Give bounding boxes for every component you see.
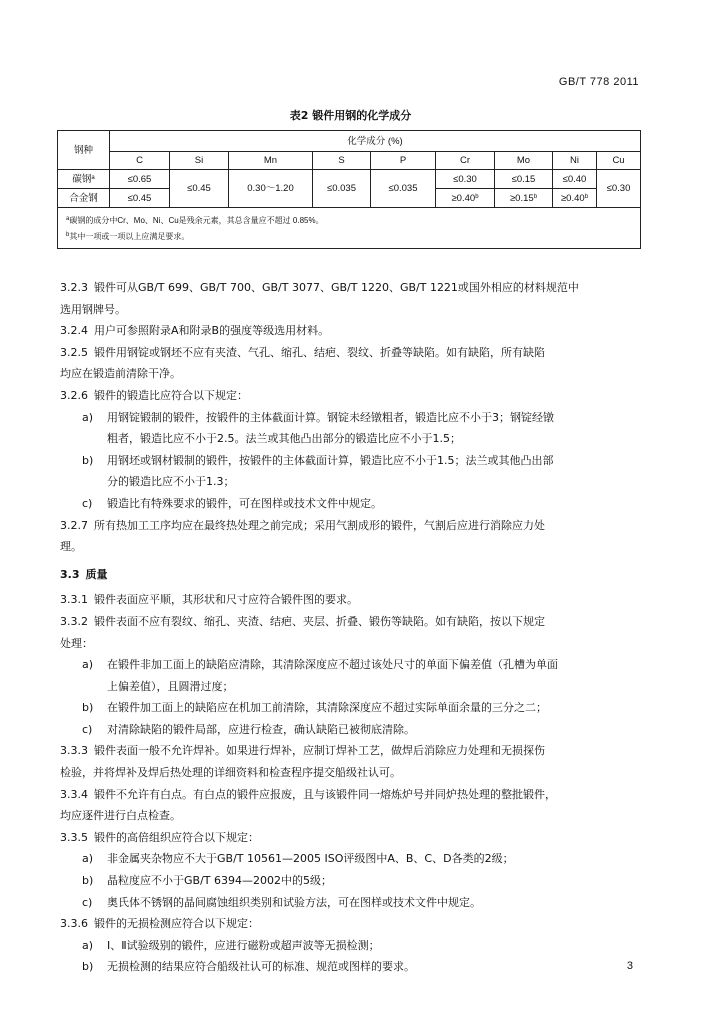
clause-continuation: 均应逐件进行白点检查。 — [60, 809, 181, 823]
element-header: S — [313, 152, 371, 170]
table-notes — [58, 208, 641, 249]
table-cell: ≤0.45 — [110, 189, 170, 208]
grade-cell: 碳钢$^a$ — [58, 170, 110, 189]
table-cell: ≤0.035 — [313, 170, 371, 208]
footnote-b: $^b$其中一项或一项以上应满足要求。 — [66, 232, 190, 241]
table-title: 表2 锻件用钢的化学成分 — [289, 109, 412, 122]
standard-code: GB/T 778 2011 — [558, 76, 639, 88]
list-item: c) 奥氏体不锈钢的晶间腐蚀组织类别和试验方法，可在图样或技术文件中规定。 — [82, 895, 481, 909]
clause-3-3-3: 3.3.3 锻件表面一般不允许焊补。如果进行焊补，应制订焊补工艺，做焊后消除应力处理和无损探伤 — [60, 744, 545, 758]
element-header: Ni — [553, 152, 597, 170]
clause-3-3-1: 3.3.1 锻件表面应平顺，其形状和尺寸应符合锻件图的要求。 — [60, 593, 358, 607]
document-body — [60, 277, 643, 978]
table-cell: ≤0.30 — [436, 170, 495, 189]
clause-continuation: 均应在锻造前清除干净。 — [60, 367, 181, 381]
element-header: P — [371, 152, 436, 170]
table-row — [58, 170, 641, 189]
table-cell: ≤0.30 — [597, 170, 641, 208]
composition-header: 化学成分 (%) — [110, 131, 641, 152]
table-cell: ≤0.15 — [495, 170, 553, 189]
footnote-a: $^a$碳钢的成分中Cr、Mo、Ni、Cu是残余元素，其总含量应不超过 0.85%。 — [66, 216, 324, 225]
list-item: b) 晶粒度应不小于GB/T 6394—2002中的5级； — [82, 874, 332, 888]
element-header: Cr — [436, 152, 495, 170]
steel-type-header: 钢种 — [58, 131, 110, 170]
clause-continuation: 选用钢牌号。 — [60, 302, 126, 316]
table-cell: 0.30～1.20 — [229, 170, 313, 208]
element-header: Si — [170, 152, 229, 170]
clause-continuation: 处理： — [60, 636, 93, 650]
clause-continuation: 检验，并将焊补及焊后热处理的详细资料和检查程序提交船级社认可。 — [60, 766, 401, 780]
section-heading-3-3: 3.3 质量 — [60, 567, 108, 581]
list-item: b) 在锻件加工面上的缺陷应在机加工前清除，其清除深度应不超过实际单面余量的三分之二； — [82, 701, 547, 715]
table-cell: ≤0.45 — [170, 170, 229, 208]
clause-3-3-2: 3.3.2 锻件表面不应有裂纹、缩孔、夹渣、结疤、夹层、折叠、锻伤等缺陷。如有缺陷，按以下规定 — [60, 614, 545, 628]
list-item: a) Ⅰ、Ⅱ试验级别的锻件，应进行磁粉或超声波等无损检测； — [82, 938, 380, 952]
element-header: Cu — [597, 152, 641, 170]
clause-3-3-6: 3.3.6 锻件的无损检测应符合以下规定： — [60, 917, 259, 931]
element-header: Mn — [229, 152, 313, 170]
list-item: b) 无损检测的结果应符合船级社认可的标准、规范或图样的要求。 — [82, 960, 415, 974]
clause-3-2-4: 3.2.4 用户可参照附录A和附录B的强度等级选用材料。 — [60, 324, 330, 338]
list-item: a) 非金属夹杂物应不大于GB/T 10561—2005 ISO评级图中A、B、C、D各类的2级； — [82, 852, 514, 866]
list-item: a) 用钢锭锻制的锻件，按锻件的主体截面计算。钢锭未经镦粗者，锻造比应不小于3；钢锭经镦 — [82, 410, 554, 424]
table-cell: ≥0.15$^b$ — [495, 189, 553, 208]
list-item: a) 在锻件非加工面上的缺陷应清除，其清除深度应不超过该处尺寸的单面下偏差值（孔槽为单面 — [82, 658, 558, 672]
table-cell: ≥0.40$^b$ — [553, 189, 597, 208]
list-item-continuation: 分的锻造比应不小于1.3； — [107, 475, 235, 489]
list-item-continuation: 上偏差值），且圆滑过度； — [107, 679, 234, 693]
table-cell: ≤0.40 — [553, 170, 597, 189]
chemical-composition-table — [57, 130, 641, 249]
element-header: Mo — [495, 152, 553, 170]
list-item: c) 锻造比有特殊要求的锻件，可在图样或技术文件中规定。 — [82, 496, 382, 510]
list-item: c) 对清除缺陷的锻件局部，应进行检查，确认缺陷已被彻底清除。 — [82, 722, 415, 736]
table-cell: ≤0.035 — [371, 170, 436, 208]
list-item-continuation: 粗者，锻造比应不小于2.5。法兰或其他凸出部分的锻造比应不小于1.5； — [107, 432, 461, 446]
page-number: 3 — [626, 960, 633, 972]
grade-cell: 合金钢 — [58, 189, 110, 208]
clause-3-2-6: 3.2.6 锻件的锻造比应符合以下规定： — [60, 388, 248, 402]
clause-3-3-4: 3.3.4 锻件不允许有白点。有白点的锻件应报废，且与该锻件同一熔炼炉号并同炉热处理的整批锻件， — [60, 787, 556, 801]
table-cell: ≥0.40$^b$ — [436, 189, 495, 208]
clause-3-3-5: 3.3.5 锻件的高倍组织应符合以下规定： — [60, 830, 259, 844]
clause-3-2-3: 3.2.3 锻件可从GB/T 699、GB/T 700、GB/T 3077、GB/T 1220、GB/T 1221或国外相应的材料规范中 — [60, 281, 579, 294]
list-item: b) 用钢坯或钢材锻制的锻件，按锻件的主体截面计算，锻造比应不小于1.5；法兰或其他凸出部 — [82, 453, 554, 467]
clause-3-2-7: 3.2.7 所有热加工工序均应在最终热处理之前完成；采用气割成形的锻件，气割后应进行消除应力处 — [60, 518, 545, 532]
clause-continuation: 理。 — [60, 540, 82, 554]
element-header: C — [110, 152, 170, 170]
clause-3-2-5: 3.2.5 锻件用钢锭或钢坯不应有夹渣、气孔、缩孔、结疤、裂纹、折叠等缺陷。如有缺陷，所有缺陷 — [60, 345, 545, 359]
table-cell: ≤0.65 — [110, 170, 170, 189]
